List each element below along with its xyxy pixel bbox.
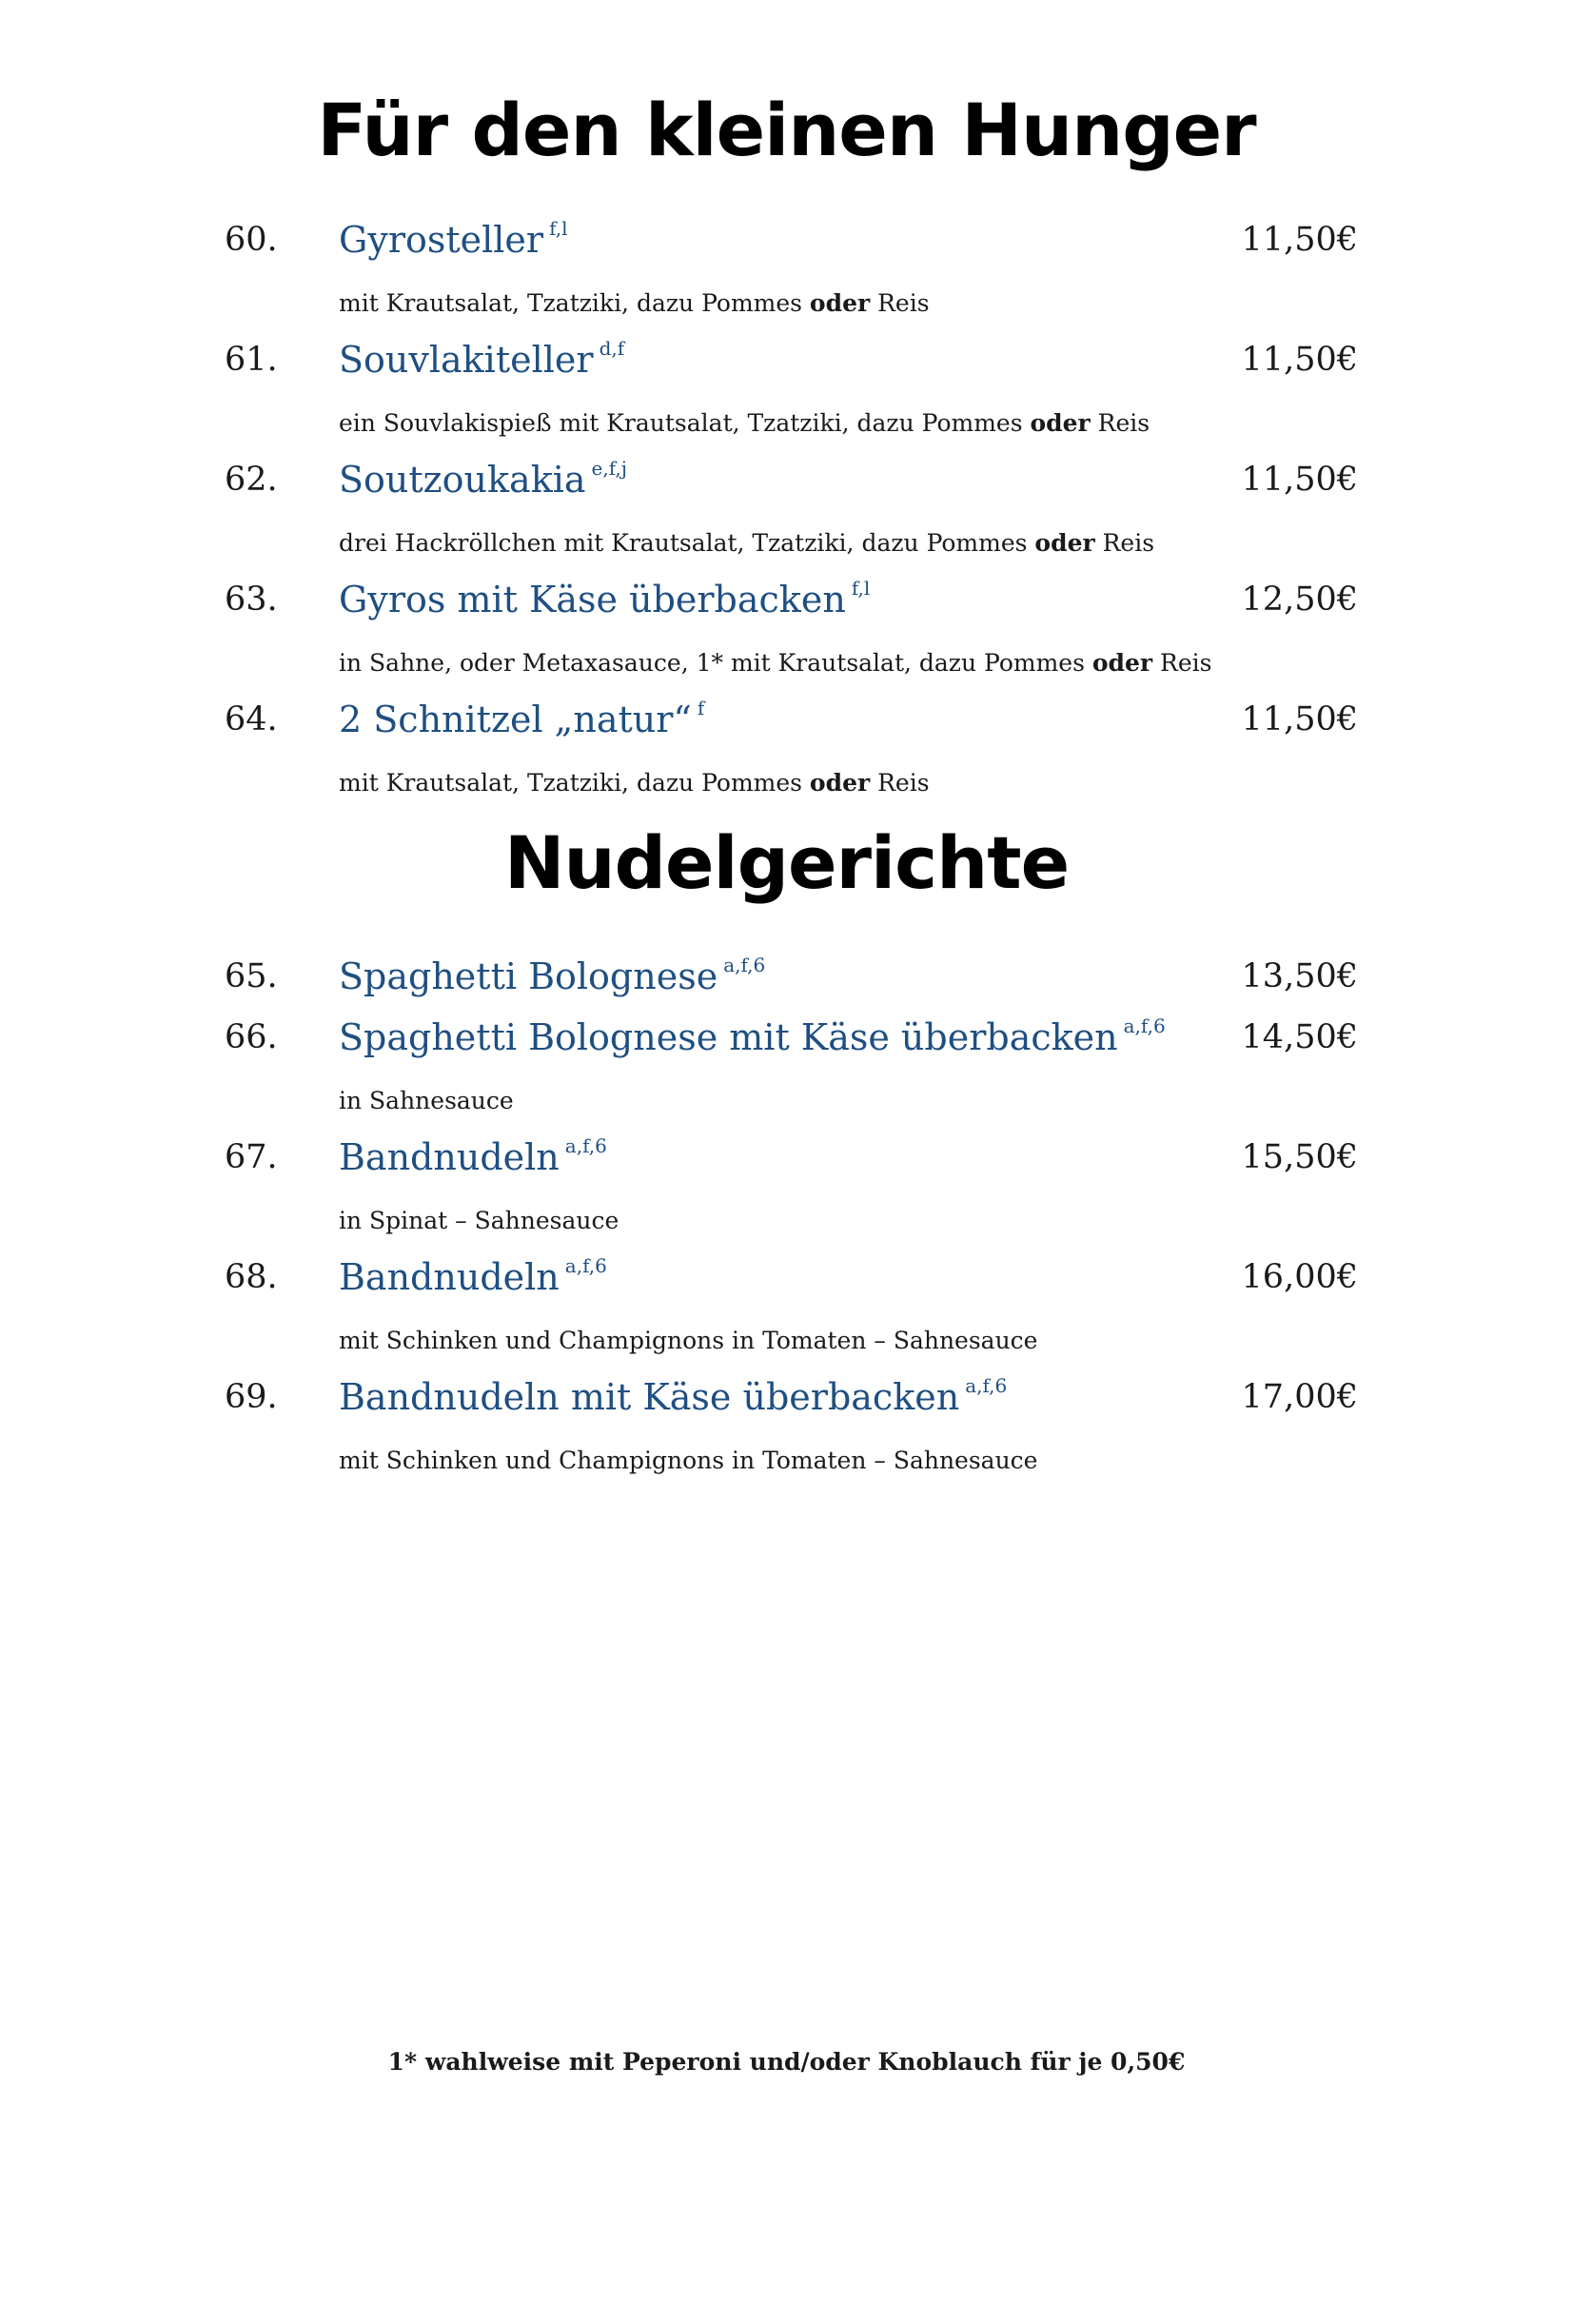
- allergen-codes: a,f,6: [965, 1374, 1008, 1398]
- menu-item-row: [0, 1134, 1573, 1195]
- item-price: 11,50€: [1241, 221, 1358, 259]
- item-name: 2 Schnitzel „natur“ $^f$: [339, 697, 705, 740]
- item-price: 11,50€: [1241, 461, 1358, 499]
- item-price: 14,50€: [1241, 1018, 1358, 1056]
- item-name: Bandnudeln $^{a,f,6}$: [339, 1134, 607, 1178]
- allergen-codes: a,f,6: [723, 954, 766, 977]
- item-number: 61.: [225, 341, 278, 379]
- item-number: 63.: [225, 581, 278, 619]
- item-name: Bandnudeln $^{a,f,6}$: [339, 1254, 607, 1298]
- allergen-codes: a,f,6: [564, 1134, 607, 1158]
- item-price: 15,50€: [1241, 1138, 1358, 1176]
- item-price: 16,00€: [1241, 1258, 1358, 1296]
- menu-item-row: [0, 217, 1573, 278]
- item-number: 67.: [225, 1138, 278, 1176]
- allergen-codes: e,f,j: [591, 457, 627, 481]
- item-description: drei Hackröllchen mit Krautsalat, Tzatziki, dazu Pommes oder Reis: [339, 529, 1155, 557]
- item-description: mit Krautsalat, Tzatziki, dazu Pommes oder Reis: [339, 769, 930, 797]
- allergen-codes: a,f,6: [1123, 1014, 1166, 1038]
- item-description: mit Schinken und Champignons in Tomaten – Sahnesauce: [339, 1327, 1038, 1354]
- item-description: mit Krautsalat, Tzatziki, dazu Pommes oder Reis: [339, 289, 930, 317]
- item-number: 64.: [225, 700, 278, 739]
- menu-item-row: [0, 457, 1573, 518]
- item-price: 11,50€: [1241, 700, 1358, 739]
- item-description: in Sahne, oder Metaxasauce, 1* mit Krautsalat, dazu Pommes oder Reis: [339, 649, 1212, 677]
- menu-item-row: [0, 1374, 1573, 1435]
- footnote: 1* wahlweise mit Peperoni und/oder Knoblauch für je 0,50€: [387, 2048, 1186, 2076]
- item-description: in Spinat – Sahnesauce: [339, 1207, 619, 1234]
- item-price: 17,00€: [1241, 1378, 1358, 1416]
- item-number: 69.: [225, 1378, 278, 1416]
- allergen-codes: f: [697, 697, 705, 720]
- menu-item-row: [0, 1014, 1573, 1075]
- item-number: 65.: [225, 957, 278, 995]
- item-number: 68.: [225, 1258, 278, 1296]
- item-name: Soutzoukakia $^{e,f,j}$: [339, 457, 627, 501]
- item-name: Spaghetti Bolognese mit Käse überbacken $^{a,f,6}$: [339, 1014, 1166, 1058]
- menu-item-row: [0, 954, 1573, 1014]
- item-number: 62.: [225, 461, 278, 499]
- item-name: Bandnudeln mit Käse überbacken $^{a,f,6}$: [339, 1374, 1008, 1418]
- allergen-codes: d,f: [599, 337, 625, 361]
- item-name: Gyrosteller $^{f,l}$: [339, 217, 568, 261]
- item-description: in Sahnesauce: [339, 1087, 514, 1114]
- allergen-codes: f,l: [549, 217, 568, 241]
- section-title-nudelgerichte: Nudelgerichte: [503, 820, 1070, 905]
- menu-item-row: [0, 1254, 1573, 1315]
- allergen-codes: a,f,6: [564, 1254, 607, 1278]
- item-price: 13,50€: [1241, 957, 1358, 995]
- item-number: 66.: [225, 1018, 278, 1056]
- menu-item-row: [0, 697, 1573, 758]
- item-number: 60.: [225, 221, 278, 259]
- menu-item-row: [0, 577, 1573, 638]
- item-name: Souvlakiteller $^{d,f}$: [339, 337, 625, 381]
- item-price: 12,50€: [1241, 581, 1358, 619]
- menu-item-row: [0, 337, 1573, 398]
- allergen-codes: f,l: [851, 577, 871, 601]
- item-price: 11,50€: [1241, 341, 1358, 379]
- item-description: mit Schinken und Champignons in Tomaten – Sahnesauce: [339, 1447, 1038, 1474]
- item-name: Gyros mit Käse überbacken $^{f,l}$: [339, 577, 871, 620]
- item-name: Spaghetti Bolognese $^{a,f,6}$: [339, 954, 766, 997]
- section-title-kleiner-hunger: Für den kleinen Hunger: [317, 88, 1256, 172]
- item-description: ein Souvlakispieß mit Krautsalat, Tzatziki, dazu Pommes oder Reis: [339, 409, 1150, 437]
